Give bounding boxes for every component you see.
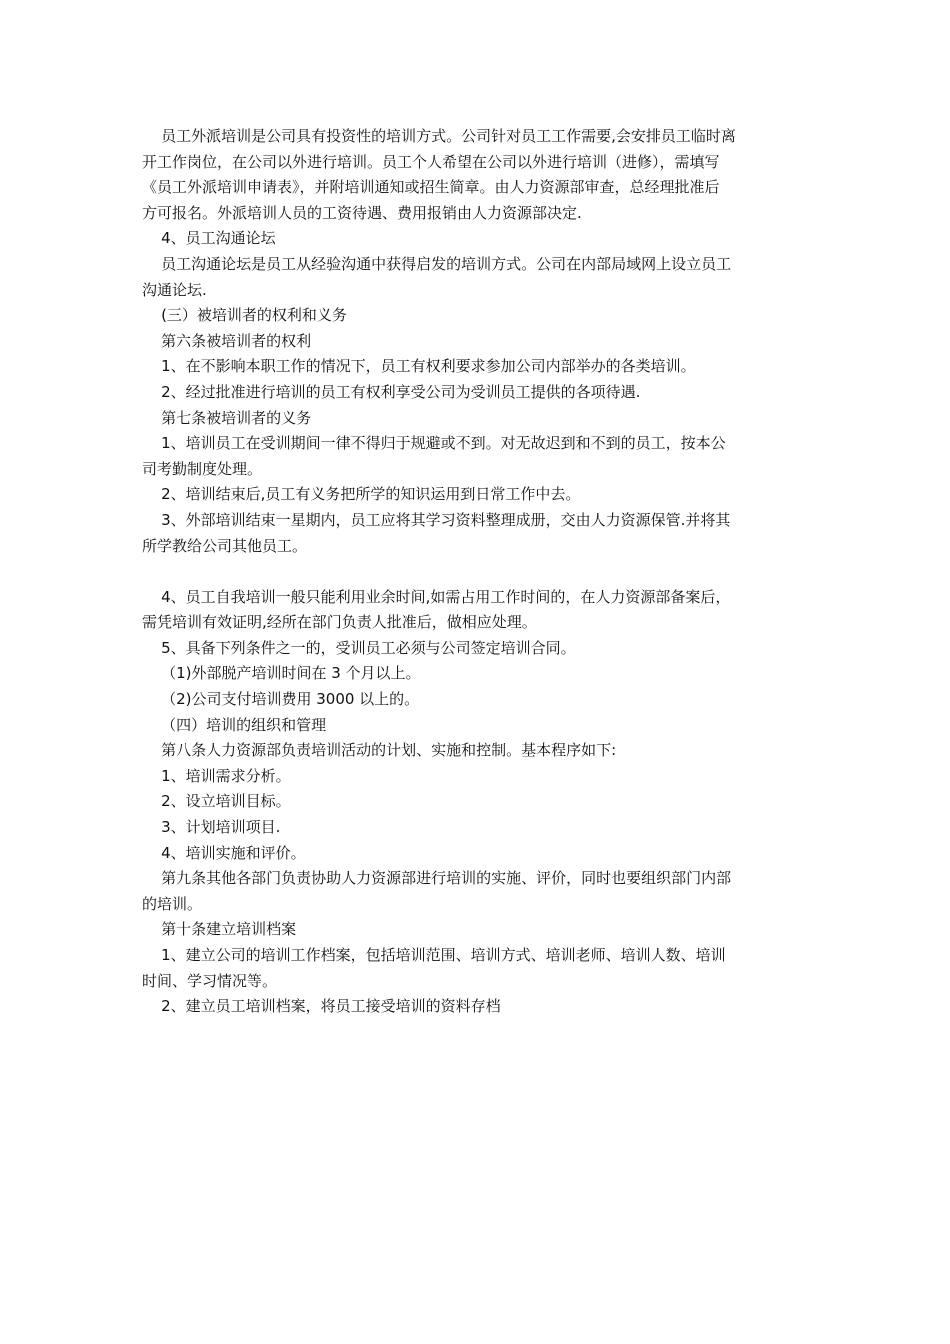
- article-heading: 第七条被培训者的义务: [142, 408, 312, 427]
- list-item: 1、建立公司的培训工作档案，包括培训范围、培训方式、培训老师、培训人数、培训: [142, 946, 726, 964]
- article-heading: 第八条人力资源部负责培训活动的计划、实施和控制。基本程序如下:: [142, 741, 617, 760]
- list-item: 4、员工自我培训一般只能利用业余时间,如需占用工作时间的，在人力资源部备案后，: [142, 587, 731, 606]
- article-heading: 第九条其他各部门负责协助人力资源部进行培训的实施、评价，同时也要组织部门内部: [142, 869, 732, 888]
- text-line: 的培训。: [142, 894, 203, 913]
- document-body: [142, 124, 808, 1020]
- text-line: 所学教给公司其他员工。: [142, 536, 308, 555]
- text-line: 需凭培训有效证明,经所在部门负责人批准后，做相应处理。: [142, 613, 537, 632]
- list-item: 2、设立培训目标。: [142, 792, 291, 811]
- list-item: 4、培训实施和评价。: [142, 843, 306, 862]
- text-line: 司考勤制度处理。: [142, 459, 263, 478]
- list-item: 3、计划培训项目.: [142, 818, 281, 837]
- list-item: 2、经过批准进行培训的员工有权利享受公司为受训员工提供的各项待遇.: [142, 382, 641, 401]
- blank-line: [142, 559, 808, 585]
- article-heading: 第十条建立培训档案: [142, 920, 297, 939]
- section-heading: （四）培训的组织和管理: [142, 715, 327, 734]
- section-heading: 4、员工沟通论坛: [142, 229, 276, 248]
- sub-list-item: （1)外部脱产培训时间在 3 个月以上。: [142, 664, 421, 683]
- text-line: 开工作岗位，在公司以外进行培训。员工个人希望在公司以外进行培训（进修），需填写: [142, 152, 720, 171]
- article-heading: 第六条被培训者的权利: [142, 331, 312, 350]
- list-item: 3、外部培训结束一星期内，员工应将其学习资料整理成册，交由人力资源保管.并将其: [142, 510, 731, 529]
- sub-list-item: （2)公司支付培训费用 3000 以上的。: [142, 690, 420, 709]
- text-line: 《员工外派培训申请表》，并附培训通知或招生简章。由人力资源部审查，总经理批准后: [142, 178, 720, 197]
- list-item: 2、培训结束后,员工有义务把所学的知识运用到日常工作中去。: [142, 485, 581, 504]
- text-line: 沟通论坛.: [142, 280, 207, 299]
- list-item: 1、在不影响本职工作的情况下，员工有权利要求参加公司内部举办的各类培训。: [142, 357, 696, 376]
- list-item: 1、培训员工在受训期间一律不得归于规避或不到。对无故迟到和不到的员工，按本公: [142, 434, 726, 453]
- list-item: 2、建立员工培训档案，将员工接受培训的资料存档: [142, 997, 501, 1016]
- text-line: 员工外派培训是公司具有投资性的培训方式。公司针对员工工作需要,会安排员工临时离: [142, 127, 736, 145]
- text-line: 方可报名。外派培训人员的工资待遇、费用报销由人力资源部决定.: [142, 203, 582, 222]
- section-heading: (三）被培训者的权利和义务: [142, 306, 347, 325]
- list-item: 1、培训需求分析。: [142, 766, 291, 785]
- text-line: 时间、学习情况等。: [142, 971, 278, 990]
- text-line: 员工沟通论坛是员工从经验沟通中获得启发的培训方式。公司在内部局域网上设立员工: [142, 254, 732, 273]
- list-item: 5、具备下列条件之一的，受训员工必须与公司签定培训合同。: [142, 638, 576, 657]
